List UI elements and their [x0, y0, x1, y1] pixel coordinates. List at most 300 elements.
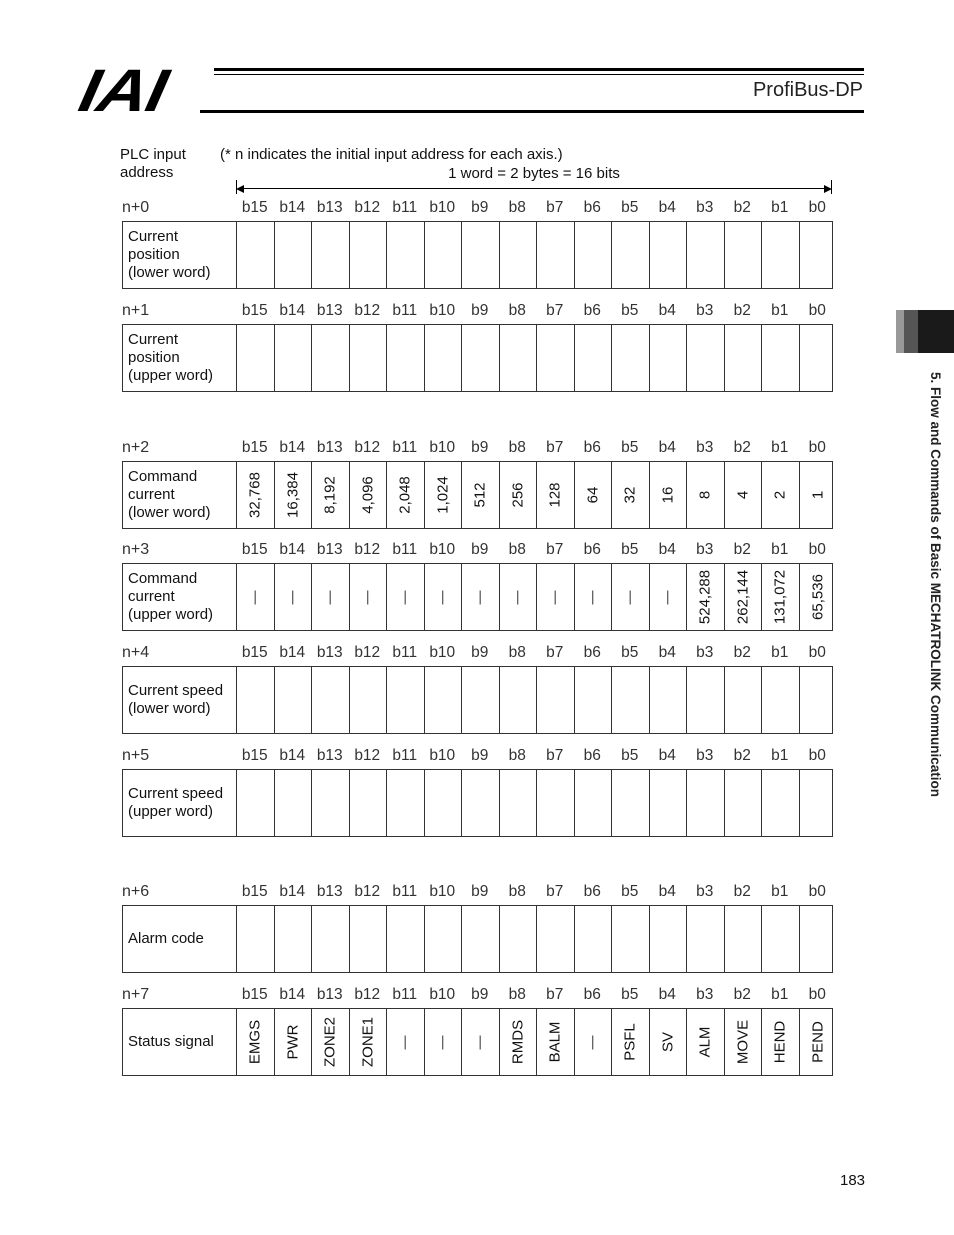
bit-cell	[725, 325, 763, 391]
bit-cell	[537, 462, 575, 528]
bit-label: b10	[429, 439, 456, 456]
bit-label: b5	[621, 986, 639, 1003]
bit-cell	[800, 564, 838, 630]
bit-value: 2,048	[396, 476, 414, 514]
bit-cell	[800, 325, 838, 391]
bit-label: b2	[733, 747, 751, 764]
bit-cell	[612, 564, 650, 630]
bit-value: 2	[771, 490, 789, 500]
bit-cell	[387, 325, 425, 391]
bit-value: |	[253, 588, 258, 606]
bit-cell	[425, 1009, 463, 1075]
bit-label: b9	[471, 986, 489, 1003]
bit-value: 16	[659, 486, 677, 504]
bit-label: b2	[733, 986, 751, 1003]
bit-label: b8	[508, 439, 526, 456]
bit-label: b15	[241, 199, 268, 216]
bit-value: 1,024	[434, 476, 452, 514]
logo: IAI	[73, 57, 173, 124]
bit-cell	[687, 462, 725, 528]
bit-cell	[500, 906, 538, 972]
bit-label: b14	[279, 644, 306, 661]
bit-value: 8	[696, 490, 714, 500]
bit-cell	[687, 667, 725, 733]
bit-cell	[575, 325, 613, 391]
bit-label: b1	[771, 883, 789, 900]
register-row	[122, 769, 833, 837]
register-row	[122, 461, 833, 529]
bit-label: b14	[279, 302, 306, 319]
bit-label: b8	[508, 302, 526, 319]
bit-cell	[462, 462, 500, 528]
bit-value: ZONE2	[321, 1016, 339, 1068]
bit-label: b1	[771, 644, 789, 661]
bit-label: b5	[621, 439, 639, 456]
bit-label: b15	[241, 302, 268, 319]
bit-label: b0	[808, 302, 826, 319]
bit-cell	[687, 770, 725, 836]
bit-label: b14	[279, 439, 306, 456]
bit-cell	[387, 222, 425, 288]
bit-label: b12	[354, 747, 381, 764]
bit-label: b11	[392, 302, 418, 319]
bit-cell	[462, 770, 500, 836]
bit-cell	[275, 1009, 313, 1075]
bit-label: b1	[771, 199, 789, 216]
bit-cell	[312, 325, 350, 391]
bit-label: b2	[733, 883, 751, 900]
bit-value: |	[478, 1033, 483, 1051]
bit-label: b12	[354, 883, 381, 900]
register-address: n+2	[122, 439, 150, 456]
bit-label: b6	[583, 199, 601, 216]
bit-label: b9	[471, 439, 489, 456]
register-header	[122, 883, 833, 905]
bit-value: PSFL	[621, 1023, 639, 1061]
bit-cell	[762, 325, 800, 391]
bit-label: b8	[508, 747, 526, 764]
bit-value: 1	[809, 490, 827, 500]
bit-cell	[575, 906, 613, 972]
register-description-cell	[123, 667, 237, 733]
bit-cell	[312, 462, 350, 528]
product-name: ProfiBus-DP	[752, 79, 863, 101]
register-7	[122, 986, 833, 1068]
bit-label: b12	[354, 644, 381, 661]
bit-label: b13	[316, 644, 343, 661]
register-row	[122, 666, 833, 734]
bit-cell	[500, 564, 538, 630]
bit-cell	[500, 462, 538, 528]
bit-cell	[762, 564, 800, 630]
bit-cell	[687, 325, 725, 391]
register-6	[122, 883, 833, 947]
bit-label: b3	[696, 199, 714, 216]
bit-value: |	[590, 588, 595, 606]
bit-value: |	[665, 588, 670, 606]
bit-cell	[500, 1009, 538, 1075]
bit-label: b4	[658, 199, 676, 216]
bit-label: b11	[392, 439, 418, 456]
bit-label: b0	[808, 747, 826, 764]
register-address: n+3	[122, 541, 150, 558]
bit-value: 524,288	[696, 569, 714, 625]
bit-label: b10	[429, 302, 456, 319]
bit-cell	[725, 667, 763, 733]
bit-cell	[650, 564, 688, 630]
bit-value: MOVE	[734, 1019, 752, 1065]
bit-cell	[350, 667, 388, 733]
bit-value: RMDS	[509, 1019, 527, 1065]
bit-label: b4	[658, 302, 676, 319]
bit-cell	[462, 667, 500, 733]
register-row	[122, 905, 833, 973]
register-header	[122, 644, 833, 666]
bit-cell	[612, 1009, 650, 1075]
bit-label: b9	[471, 644, 489, 661]
bit-cell	[350, 462, 388, 528]
bit-label: b0	[808, 644, 826, 661]
bit-label: b7	[546, 199, 564, 216]
bit-cell	[462, 564, 500, 630]
bit-cell	[425, 667, 463, 733]
register-description: Command current (lower word)	[128, 468, 211, 521]
bit-cell	[537, 667, 575, 733]
bit-label: b1	[771, 986, 789, 1003]
bit-label: b4	[658, 986, 676, 1003]
header-rule-bottom	[200, 110, 864, 113]
bit-cell	[237, 325, 275, 391]
bit-cell	[350, 1009, 388, 1075]
bit-label: b7	[546, 883, 564, 900]
bit-label: b7	[546, 541, 564, 558]
bit-value: 4	[734, 490, 752, 500]
bit-label: b15	[241, 541, 268, 558]
bit-cell	[350, 325, 388, 391]
register-description: Command current (upper word)	[128, 570, 214, 623]
bit-label: b3	[696, 644, 714, 661]
bit-cell	[500, 222, 538, 288]
bit-value: |	[440, 588, 445, 606]
bit-cell	[312, 667, 350, 733]
bit-cell	[275, 462, 313, 528]
register-description-cell	[123, 906, 237, 972]
bit-label: b15	[241, 986, 268, 1003]
bit-label: b13	[316, 883, 343, 900]
bit-label: b10	[429, 986, 456, 1003]
bit-cell	[387, 462, 425, 528]
register-description: Alarm code	[128, 930, 204, 947]
register-description: Current speed (lower word)	[128, 682, 224, 717]
bit-label: b5	[621, 883, 639, 900]
bit-value: |	[403, 1033, 408, 1051]
bit-label: b2	[733, 199, 751, 216]
bit-label: b7	[546, 439, 564, 456]
bit-label: b7	[546, 986, 564, 1003]
bit-label: b11	[392, 541, 418, 558]
bit-cell	[612, 462, 650, 528]
bit-label: b12	[354, 439, 381, 456]
register-row	[122, 1008, 833, 1076]
bit-cell	[800, 462, 838, 528]
register-header	[122, 747, 833, 769]
bit-cell	[612, 222, 650, 288]
bit-cell	[237, 564, 275, 630]
bit-label: b8	[508, 986, 526, 1003]
bit-value: BALM	[546, 1021, 564, 1063]
bit-cell	[537, 770, 575, 836]
bit-cell	[237, 1009, 275, 1075]
bit-label: b3	[696, 302, 714, 319]
bit-label: b3	[696, 986, 714, 1003]
register-header	[122, 439, 833, 461]
bit-cell	[425, 770, 463, 836]
bit-label: b1	[771, 541, 789, 558]
bit-label: b6	[583, 541, 601, 558]
bit-cell	[275, 770, 313, 836]
bit-cell	[387, 1009, 425, 1075]
bit-cell	[237, 906, 275, 972]
register-row	[122, 563, 833, 631]
address-note: (* n indicates the initial input address for each axis.)	[220, 146, 563, 163]
bit-cell	[762, 770, 800, 836]
bit-value: 32,768	[246, 472, 264, 518]
bit-label: b5	[621, 541, 639, 558]
chapter-tab-mid	[904, 310, 918, 353]
bit-label: b13	[316, 302, 343, 319]
bit-label: b4	[658, 883, 676, 900]
bit-label: b12	[354, 986, 381, 1003]
bit-value: HEND	[771, 1020, 789, 1064]
bit-cell	[387, 770, 425, 836]
bit-label: b8	[508, 541, 526, 558]
bit-cell	[425, 564, 463, 630]
page-number: 183	[840, 1172, 866, 1189]
bit-cell	[650, 906, 688, 972]
bit-cell	[725, 564, 763, 630]
bit-cell	[312, 222, 350, 288]
bit-label: b5	[621, 302, 639, 319]
register-address: n+4	[122, 644, 150, 661]
register-row	[122, 221, 833, 289]
bit-label: b9	[471, 883, 489, 900]
register-header	[122, 986, 833, 1008]
bit-cell	[312, 564, 350, 630]
bit-label: b11	[392, 747, 418, 764]
bit-label: b3	[696, 747, 714, 764]
bit-value: |	[440, 1033, 445, 1051]
bit-cell	[387, 906, 425, 972]
bit-label: b8	[508, 883, 526, 900]
bit-cell	[312, 1009, 350, 1075]
bit-label: b5	[621, 644, 639, 661]
bit-cell	[500, 325, 538, 391]
bit-label: b3	[696, 541, 714, 558]
register-1	[122, 302, 833, 384]
bit-label: b13	[316, 747, 343, 764]
bit-label: b3	[696, 883, 714, 900]
bit-cell	[537, 906, 575, 972]
bit-cell	[387, 564, 425, 630]
bit-label: b2	[733, 541, 751, 558]
bit-label: b7	[546, 747, 564, 764]
bit-value: EMGS	[246, 1019, 264, 1065]
register-address: n+1	[122, 302, 150, 319]
register-description-cell	[123, 564, 237, 630]
bit-label: b13	[316, 986, 343, 1003]
plc-input-address-label: PLC input address	[120, 146, 186, 181]
bit-label: b4	[658, 747, 676, 764]
bit-cell	[650, 1009, 688, 1075]
bit-cell	[575, 667, 613, 733]
bit-cell	[612, 770, 650, 836]
header-rule-top	[214, 68, 864, 71]
bit-value: 256	[509, 482, 527, 508]
bit-value: |	[553, 588, 558, 606]
bit-cell	[762, 1009, 800, 1075]
bit-value: 4,096	[359, 476, 377, 514]
bit-value: |	[403, 588, 408, 606]
bit-label: b14	[279, 541, 306, 558]
bit-label: b10	[429, 541, 456, 558]
register-5	[122, 747, 833, 820]
bit-cell	[350, 222, 388, 288]
bit-cell	[575, 222, 613, 288]
bit-cell	[462, 1009, 500, 1075]
bit-label: b12	[354, 199, 381, 216]
bit-label: b11	[392, 883, 418, 900]
bit-label: b3	[696, 439, 714, 456]
bit-label: b4	[658, 541, 676, 558]
bit-label: b2	[733, 302, 751, 319]
bit-label: b6	[583, 986, 601, 1003]
bit-cell	[275, 564, 313, 630]
bit-cell	[575, 770, 613, 836]
bit-label: b4	[658, 439, 676, 456]
bit-label: b6	[583, 644, 601, 661]
bit-label: b4	[658, 644, 676, 661]
bit-value: |	[290, 588, 295, 606]
bit-cell	[575, 1009, 613, 1075]
bit-label: b14	[279, 199, 306, 216]
bit-value: 16,384	[284, 472, 302, 518]
register-description: Current position (upper word)	[128, 331, 214, 384]
bit-cell	[612, 325, 650, 391]
bit-label: b1	[771, 439, 789, 456]
bit-cell	[237, 222, 275, 288]
bit-value: ZONE1	[359, 1016, 377, 1068]
bit-cell	[275, 222, 313, 288]
bit-cell	[275, 667, 313, 733]
bit-cell	[725, 1009, 763, 1075]
bit-label: b6	[583, 302, 601, 319]
bit-label: b15	[241, 747, 268, 764]
bit-cell	[650, 325, 688, 391]
bit-cell	[425, 906, 463, 972]
bit-label: b8	[508, 199, 526, 216]
bit-label: b15	[241, 439, 268, 456]
bit-cell	[687, 1009, 725, 1075]
bit-cell	[350, 906, 388, 972]
bit-value: |	[328, 588, 333, 606]
register-row	[122, 324, 833, 392]
register-description-cell	[123, 325, 237, 391]
register-header	[122, 302, 833, 324]
register-2	[122, 439, 833, 521]
bit-label: b1	[771, 747, 789, 764]
bit-cell	[612, 906, 650, 972]
register-description: Current speed (upper word)	[128, 785, 224, 820]
register-0	[122, 199, 833, 281]
bit-label: b13	[316, 199, 343, 216]
register-description-cell	[123, 770, 237, 836]
bit-value: 64	[584, 486, 602, 504]
bit-label: b11	[392, 644, 418, 661]
bit-cell	[575, 462, 613, 528]
bit-cell	[537, 325, 575, 391]
bit-label: b12	[354, 302, 381, 319]
bit-cell	[762, 462, 800, 528]
register-4	[122, 644, 833, 717]
bit-cell	[800, 667, 838, 733]
bit-label: b2	[733, 439, 751, 456]
bit-label: b13	[316, 439, 343, 456]
bit-cell	[800, 1009, 838, 1075]
bit-cell	[650, 667, 688, 733]
bit-cell	[725, 462, 763, 528]
bit-label: b5	[621, 199, 639, 216]
bit-label: b14	[279, 747, 306, 764]
bit-value: 65,536	[809, 574, 827, 620]
register-address: n+6	[122, 883, 150, 900]
chapter-tab-dark	[918, 310, 954, 353]
bit-value: SV	[659, 1031, 677, 1053]
header-rule-mid	[214, 74, 864, 75]
bit-label: b6	[583, 747, 601, 764]
bit-cell	[350, 770, 388, 836]
bit-label: b10	[429, 747, 456, 764]
bit-cell	[650, 222, 688, 288]
bit-cell	[387, 667, 425, 733]
bit-cell	[800, 222, 838, 288]
bit-value: |	[515, 588, 520, 606]
bit-cell	[275, 906, 313, 972]
bit-label: b9	[471, 541, 489, 558]
bit-value: 128	[546, 482, 564, 508]
bit-cell	[237, 667, 275, 733]
bit-cell	[237, 462, 275, 528]
bit-cell	[425, 462, 463, 528]
bit-cell	[425, 325, 463, 391]
bit-cell	[350, 564, 388, 630]
bit-cell	[462, 222, 500, 288]
bit-cell	[237, 770, 275, 836]
bit-value: ALM	[696, 1026, 714, 1058]
bit-label: b0	[808, 541, 826, 558]
register-description-cell	[123, 462, 237, 528]
bit-label: b8	[508, 644, 526, 661]
register-description: Status signal	[128, 1033, 214, 1050]
word-width-arrow	[236, 186, 832, 192]
bit-label: b15	[241, 644, 268, 661]
bit-value: |	[590, 1033, 595, 1051]
bit-label: b12	[354, 541, 381, 558]
bit-label: b9	[471, 199, 489, 216]
bit-label: b7	[546, 302, 564, 319]
bit-label: b13	[316, 541, 343, 558]
bit-label: b0	[808, 439, 826, 456]
bit-label: b14	[279, 986, 306, 1003]
